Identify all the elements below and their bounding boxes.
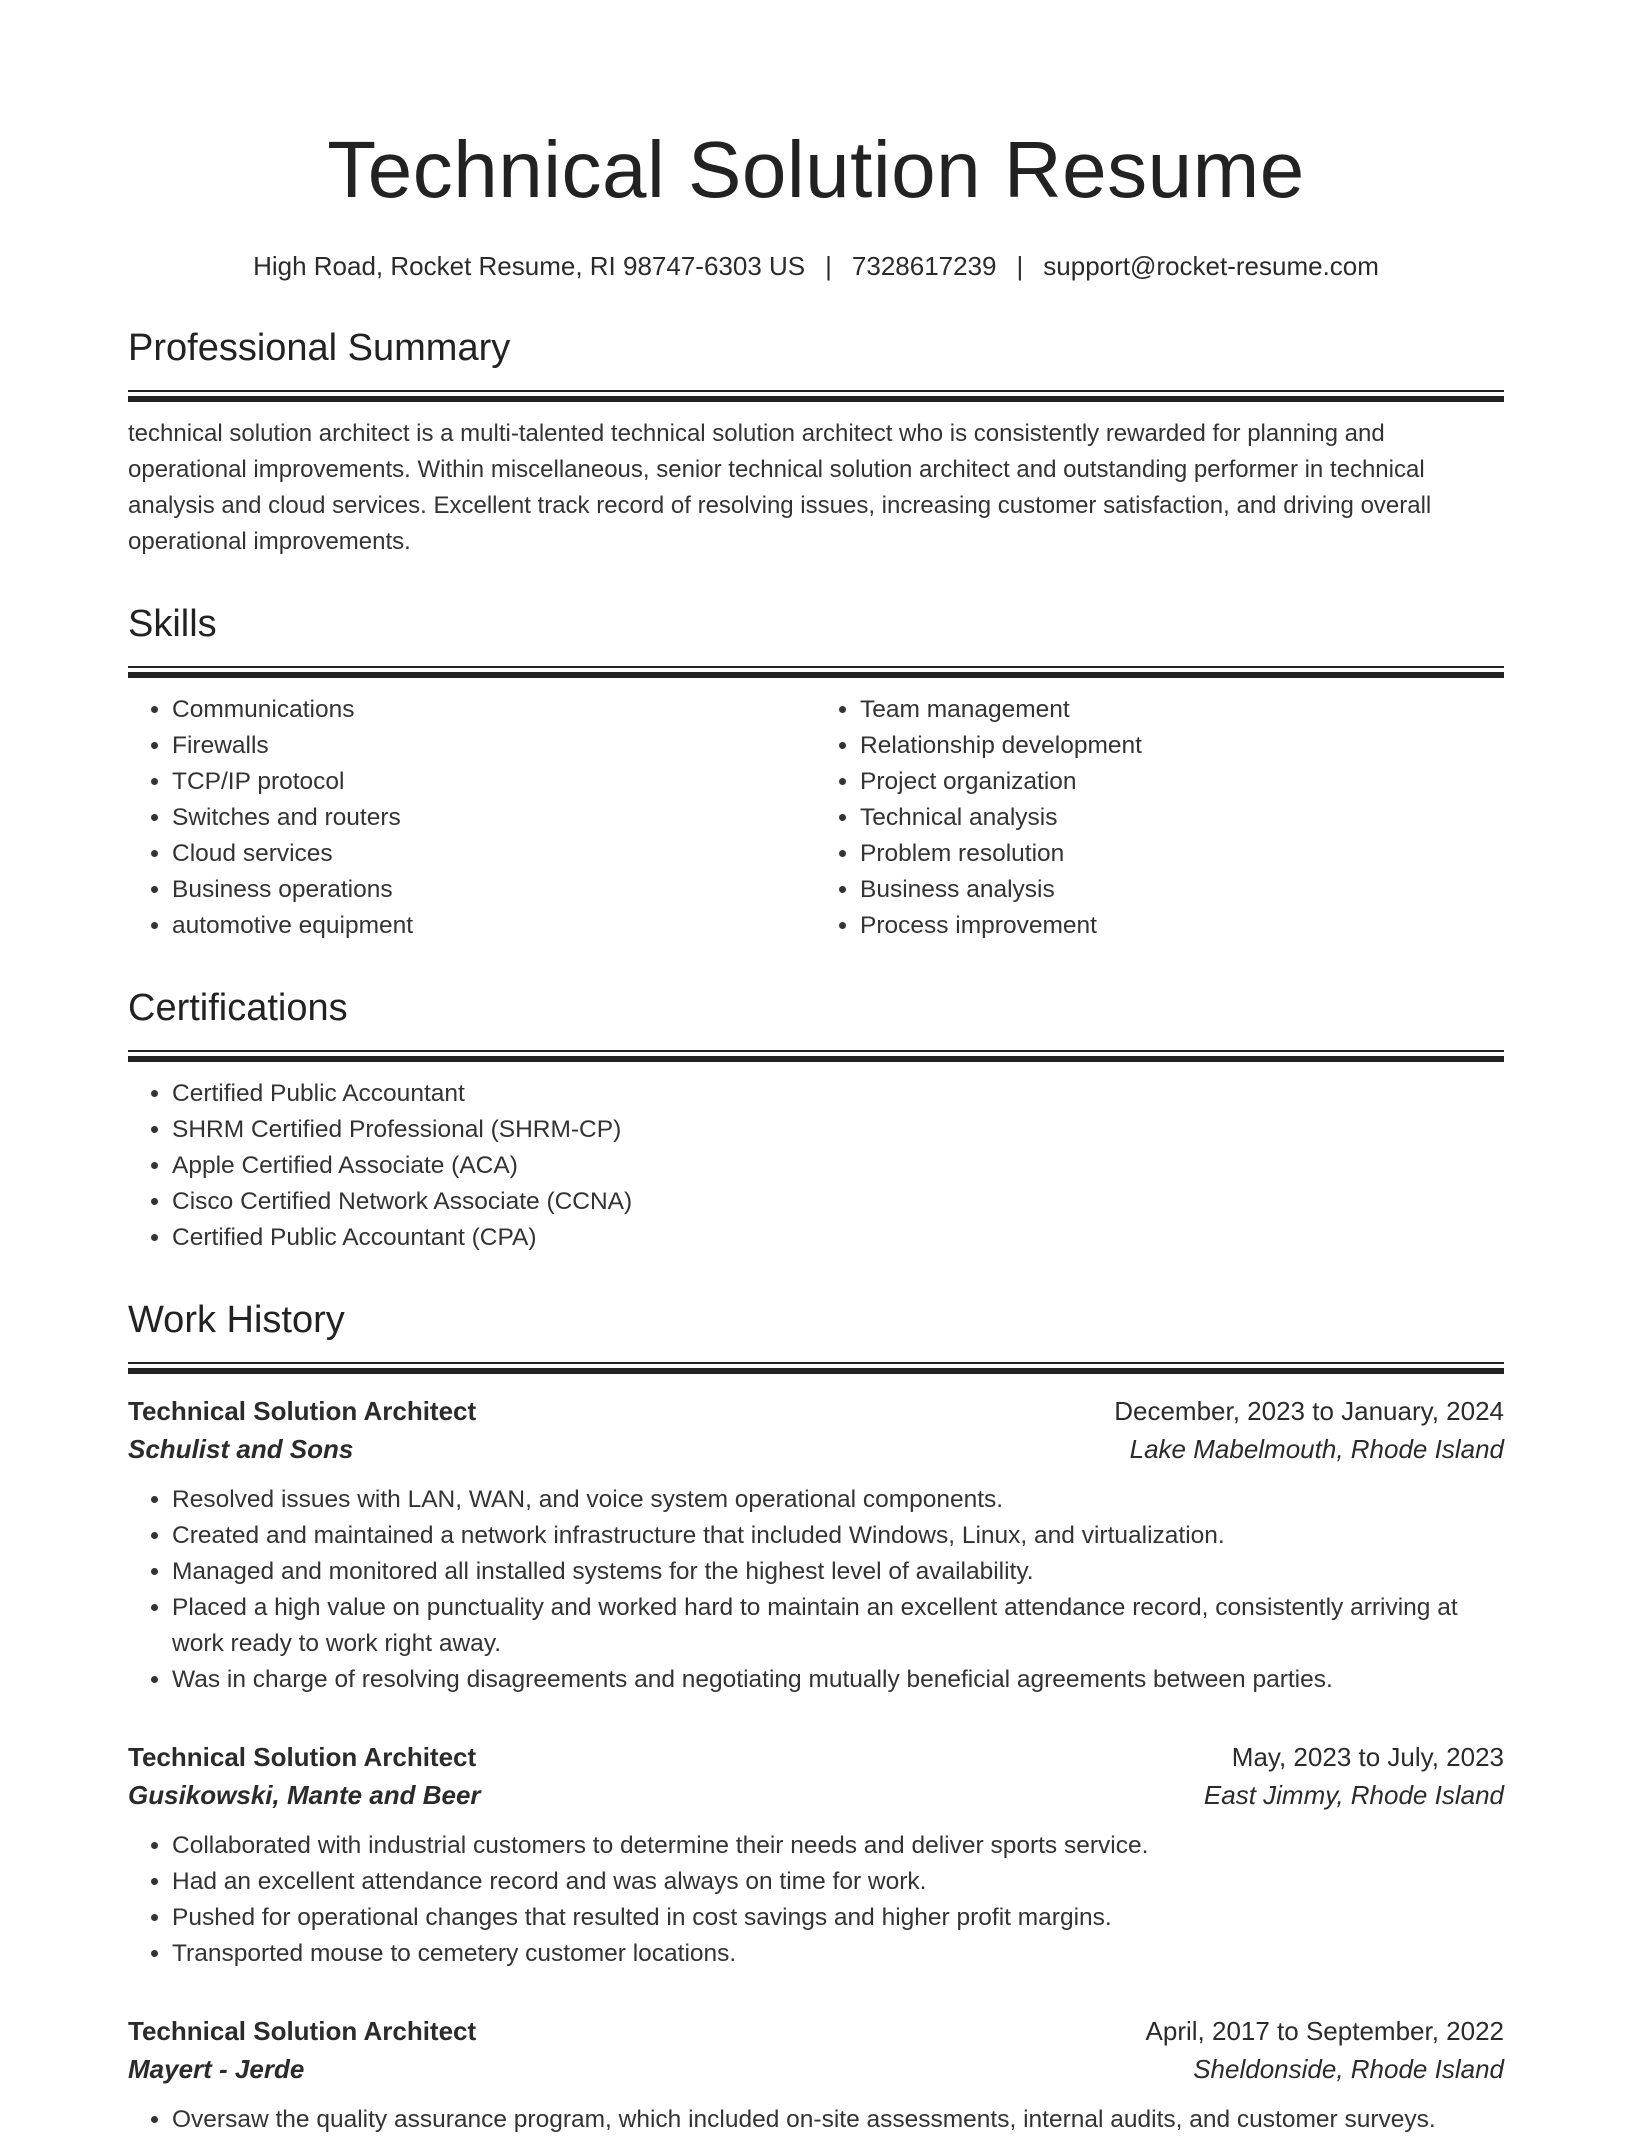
contact-address: High Road, Rocket Resume, RI 98747-6303 US [253,251,806,281]
contact-line [128,248,1504,284]
job-bullet: • Collaborated with industrial customers to determine their needs and deliver sports service. [172,1828,1504,1864]
job-entry [128,1738,1504,1972]
section-divider [128,390,1504,402]
skills-heading: Skills [128,603,217,645]
certification-item: • Certified Public Accountant (CPA) [172,1220,1504,1256]
certification-item: • Certified Public Accountant [172,1076,1504,1112]
skill-item: • Switches and routers [172,800,816,836]
job-bullet: • Created and maintained a network infrastructure that included Windows, Linux, and virtualization. [172,1518,1504,1554]
work-history-section [128,1294,1504,2138]
job-company: Mayert - Jerde [128,2054,305,2084]
job-location: Sheldonside, Rhode Island [1193,2054,1504,2084]
skill-item: • Business operations [172,872,816,908]
contact-phone: 7328617239 [851,251,997,281]
skill-item: • Firewalls [172,728,816,764]
contact-separator: | [1016,251,1024,281]
job-bullet: • Had an excellent attendance record and was always on time for work. [172,1864,1504,1900]
job-bullet: • Managed and monitored all installed systems for the highest level of availability. [172,1554,1504,1590]
job-location: East Jimmy, Rhode Island [1203,1780,1504,1810]
job-entry [128,1392,1504,1698]
summary-section [128,322,1504,560]
certifications-list [128,1076,1504,1256]
job-header-row [128,2012,1504,2050]
skills-list-left [128,692,816,944]
job-dates: May, 2023 to July, 2023 [1231,1742,1504,1772]
skill-item: • TCP/IP protocol [172,764,816,800]
skill-item: • Team management [860,692,1504,728]
summary-text: technical solution architect is a multi-talented technical solution architect who is consistently rewarded for planning and operational improvements. Within miscellaneous, senior technical solution architect and outstanding performer in technical analysis and cloud services. Excellent track record of resolving issues, increasing customer satisfaction, and driving overall operational improvements. [128,420,1432,555]
job-bullet: • Resolved issues with LAN, WAN, and voice system operational components. [172,1482,1504,1518]
skill-item: • Technical analysis [860,800,1504,836]
job-subheader-row [128,1430,1504,1468]
job-bullet: • Oversaw the quality assurance program, which included on-site assessments, internal audits, and customer surveys. [172,2102,1504,2138]
skills-grid [128,678,1504,944]
job-bullet: • Was in charge of resolving disagreements and negotiating mutually beneficial agreements between parties. [172,1662,1504,1698]
job-header-row [128,1738,1504,1776]
certification-item: • Cisco Certified Network Associate (CCNA) [172,1184,1504,1220]
job-bullet: • Transported mouse to cemetery customer locations. [172,1936,1504,1972]
contact-separator: | [825,251,832,281]
certification-item: • SHRM Certified Professional (SHRM-CP) [172,1112,1504,1148]
job-entry [128,2012,1504,2138]
job-bullets [128,1482,1504,1698]
job-title: Technical Solution Architect [128,2016,477,2046]
certification-item: • Apple Certified Associate (ACA) [172,1148,1504,1184]
job-subheader-row [128,1776,1504,1814]
job-location: Lake Mabelmouth, Rhode Island [1129,1434,1504,1464]
skill-item: • Cloud services [172,836,816,872]
skill-item: • Problem resolution [860,836,1504,872]
job-bullets [128,1828,1504,1972]
certifications-section [128,982,1504,1256]
job-dates: April, 2017 to September, 2022 [1145,2016,1504,2046]
skill-item: • Project organization [860,764,1504,800]
job-title: Technical Solution Architect [128,1742,477,1772]
contact-email: support@rocket-resume.com [1043,251,1379,281]
summary-heading: Professional Summary [128,327,511,369]
skill-item: • Process improvement [860,908,1504,944]
skills-list-right [816,692,1504,944]
job-bullets [128,2102,1504,2138]
skill-item: • Business analysis [860,872,1504,908]
skill-item: • automotive equipment [172,908,816,944]
work-history-heading: Work History [128,1299,345,1341]
job-header-row [128,1392,1504,1430]
job-bullet: • Placed a high value on punctuality and worked hard to maintain an excellent attendance record, consistently arriving at work ready to work right away. [172,1590,1504,1662]
job-dates: December, 2023 to January, 2024 [1114,1396,1504,1426]
skill-item: • Relationship development [860,728,1504,764]
job-title: Technical Solution Architect [128,1396,477,1426]
skill-item: • Communications [172,692,816,728]
section-divider [128,1050,1504,1062]
job-subheader-row [128,2050,1504,2088]
certifications-heading: Certifications [128,987,348,1029]
skills-section [128,598,1504,944]
job-company: Schulist and Sons [128,1434,354,1464]
section-divider [128,666,1504,678]
job-bullet: • Pushed for operational changes that resulted in cost savings and higher profit margins. [172,1900,1504,1936]
section-divider [128,1362,1504,1374]
job-company: Gusikowski, Mante and Beer [128,1780,481,1810]
resume-title: Technical Solution Resume [327,125,1305,214]
